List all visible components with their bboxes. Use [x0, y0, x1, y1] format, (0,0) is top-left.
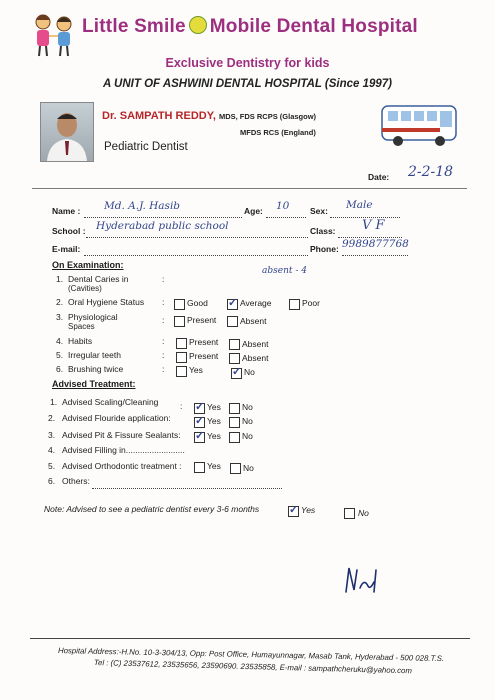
unit-line: A UNIT OF ASHWINI DENTAL HOSPITAL (Since 1997): [102, 78, 393, 90]
irregular-present-label: Present: [189, 351, 219, 361]
doctor-photo: [40, 102, 94, 162]
others-line: [92, 477, 282, 489]
sealants-no-checkbox[interactable]: [229, 432, 240, 443]
oral-hygiene-good-label: Good: [187, 298, 208, 308]
exam-item-2-label: Oral Hygiene Status: [68, 297, 145, 307]
brushing-no-checkbox[interactable]: [231, 368, 242, 379]
ortho-no-label: No: [243, 463, 254, 473]
exam-item-4-label: Habits: [68, 336, 93, 346]
mobile-bus-icon: [380, 98, 460, 150]
flouride-no-label: No: [242, 416, 253, 426]
brushing-yes-checkbox[interactable]: [176, 366, 187, 377]
treat-4-num: 4.: [48, 445, 56, 455]
exam-item-3-label: Physiological: [68, 312, 118, 322]
footer-contact: Tel : (C) 23537612, 23535656, 23590690. 23535858, E-mail : sampathcheruku@yahoo.com: [93, 658, 412, 676]
treat-5-label: Advised Orthodontic treatment :: [62, 461, 182, 471]
brand-name-part2: Mobile Dental Hospital: [209, 16, 418, 37]
exam-colon-4: :: [162, 336, 165, 346]
footer-address: Hospital Address:-H.No. 10-3-304/13, Opp: Post Office, Humayunnagar, Masab Tank, Hyderabad - 500 028.T.S.: [57, 646, 445, 664]
doctor-portrait-icon: [41, 103, 93, 161]
ortho-no-checkbox[interactable]: [230, 463, 241, 474]
class-label: Class:: [310, 226, 336, 236]
sealants-no-label: No: [242, 431, 253, 441]
oral-hygiene-average-label: Average: [240, 298, 272, 308]
tooth-logo-icon: [189, 16, 207, 34]
treat-colon-1: :: [180, 401, 183, 411]
oral-hygiene-poor-label: Poor: [302, 298, 320, 308]
scaling-no-label: No: [242, 402, 253, 412]
recall-no-checkbox[interactable]: [344, 508, 355, 519]
treat-2-label: Advised Flouride application:: [62, 413, 171, 423]
irregular-present-checkbox[interactable]: [176, 352, 187, 363]
exam-item-3-sub: Spaces: [68, 322, 95, 331]
exam-item-2-num: 2.: [56, 297, 64, 307]
spaces-absent-label: Absent: [240, 316, 267, 326]
sealants-yes-label: Yes: [207, 431, 221, 441]
spaces-present-label: Present: [187, 315, 217, 325]
exam-item-1-sub: (Cavities): [68, 284, 102, 293]
doctor-name: [102, 110, 316, 122]
scaling-yes-label: Yes: [207, 402, 221, 412]
flouride-no-checkbox[interactable]: [229, 417, 240, 428]
exam-colon-1: :: [162, 274, 165, 284]
recall-no-label: No: [358, 508, 369, 518]
school-label: School :: [52, 226, 86, 236]
spaces-present-checkbox[interactable]: [174, 316, 185, 327]
exam-item-5-num: 5.: [56, 350, 64, 360]
habits-present-checkbox[interactable]: [176, 338, 187, 349]
recall-note: Note: Advised to see a pediatric dentist every 3-6 months: [44, 504, 260, 514]
habits-absent-checkbox[interactable]: [229, 339, 240, 350]
exam-item-3-num: 3.: [56, 312, 64, 322]
examination-heading: On Examination:: [52, 260, 124, 270]
exam-colon-2: :: [162, 297, 165, 307]
brushing-yes-label: Yes: [189, 365, 203, 375]
exam-item-1-label: Dental Caries in: [68, 274, 129, 284]
sex-value: Male: [346, 199, 373, 211]
treat-6-num: 6.: [48, 476, 56, 486]
doctor-signature: [340, 560, 390, 596]
oral-hygiene-average-checkbox[interactable]: [227, 299, 238, 310]
scaling-yes-checkbox[interactable]: [194, 403, 205, 414]
flouride-yes-label: Yes: [207, 416, 221, 426]
sealants-yes-checkbox[interactable]: [194, 432, 205, 443]
name-value: Md. A.J. Hasib: [104, 200, 181, 212]
doctor-degrees-2: MFDS RCS (England): [240, 128, 316, 137]
tagline: Exclusive Dentistry for kids: [165, 56, 330, 70]
treat-3-num: 3.: [48, 430, 56, 440]
ortho-yes-label: Yes: [207, 461, 221, 471]
treat-2-num: 2.: [48, 413, 56, 423]
exam-colon-5: :: [162, 350, 165, 360]
date-label: Date:: [368, 172, 390, 182]
scaling-no-checkbox[interactable]: [229, 403, 240, 414]
age-label: Age:: [244, 206, 263, 216]
treat-6-label: Others:: [62, 476, 90, 486]
exam-item-1-num: 1.: [56, 274, 64, 284]
phone-label: Phone:: [310, 244, 339, 254]
date-value: 2-2-18: [408, 164, 454, 180]
exam-colon-3: :: [162, 315, 165, 325]
school-value: Hyderabad public school: [96, 220, 229, 232]
treat-4-label: Advised Filling in.........................: [62, 445, 185, 455]
exam-colon-6: :: [162, 364, 165, 374]
flouride-yes-checkbox[interactable]: [194, 417, 205, 428]
habits-absent-label: Absent: [242, 339, 269, 349]
treat-3-label: Advised Pit & Fissure Sealants:: [62, 430, 181, 440]
irregular-absent-label: Absent: [242, 353, 269, 363]
kids-illustration: [28, 10, 80, 60]
doctor-degrees: MDS, FDS RCPS (Glasgow): [218, 112, 317, 121]
irregular-absent-checkbox[interactable]: [229, 353, 240, 364]
exam-item-6-num: 6.: [56, 364, 64, 374]
footer-divider: [30, 638, 470, 639]
doctor-name-text: Dr. SAMPATH REDDY,: [102, 110, 216, 122]
exam-item-4-num: 4.: [56, 336, 64, 346]
hospital-brand: [82, 16, 418, 38]
exam-item-1-note: absent - 4: [262, 266, 307, 276]
exam-item-5-label: Irregular teeth: [68, 350, 121, 360]
phone-value: 9989877768: [342, 238, 409, 250]
header-divider: [32, 188, 467, 189]
treat-1-num: 1.: [50, 397, 58, 407]
age-value: 10: [276, 200, 290, 212]
brand-name-part1: Little Smile: [82, 16, 186, 37]
oral-hygiene-poor-checkbox[interactable]: [289, 299, 300, 310]
treatment-heading: Advised Treatment:: [52, 379, 136, 389]
sex-label: Sex:: [310, 206, 328, 216]
class-value: V F: [362, 218, 385, 233]
recall-yes-label: Yes: [301, 505, 316, 515]
ortho-yes-checkbox[interactable]: [194, 462, 205, 473]
oral-hygiene-good-checkbox[interactable]: [174, 299, 185, 310]
exam-item-6-label: Brushing twice: [68, 364, 124, 374]
name-label: Name :: [52, 206, 81, 216]
brushing-no-label: No: [244, 367, 255, 377]
treat-5-num: 5.: [48, 461, 56, 471]
email-label: E-mail:: [52, 244, 81, 254]
email-line: [84, 244, 308, 256]
doctor-role: Pediatric Dentist: [104, 141, 188, 153]
spaces-absent-checkbox[interactable]: [227, 316, 238, 327]
treat-1-label: Advised Scaling/Cleaning: [62, 397, 159, 407]
habits-present-label: Present: [189, 337, 219, 347]
recall-yes-checkbox[interactable]: [288, 506, 299, 517]
